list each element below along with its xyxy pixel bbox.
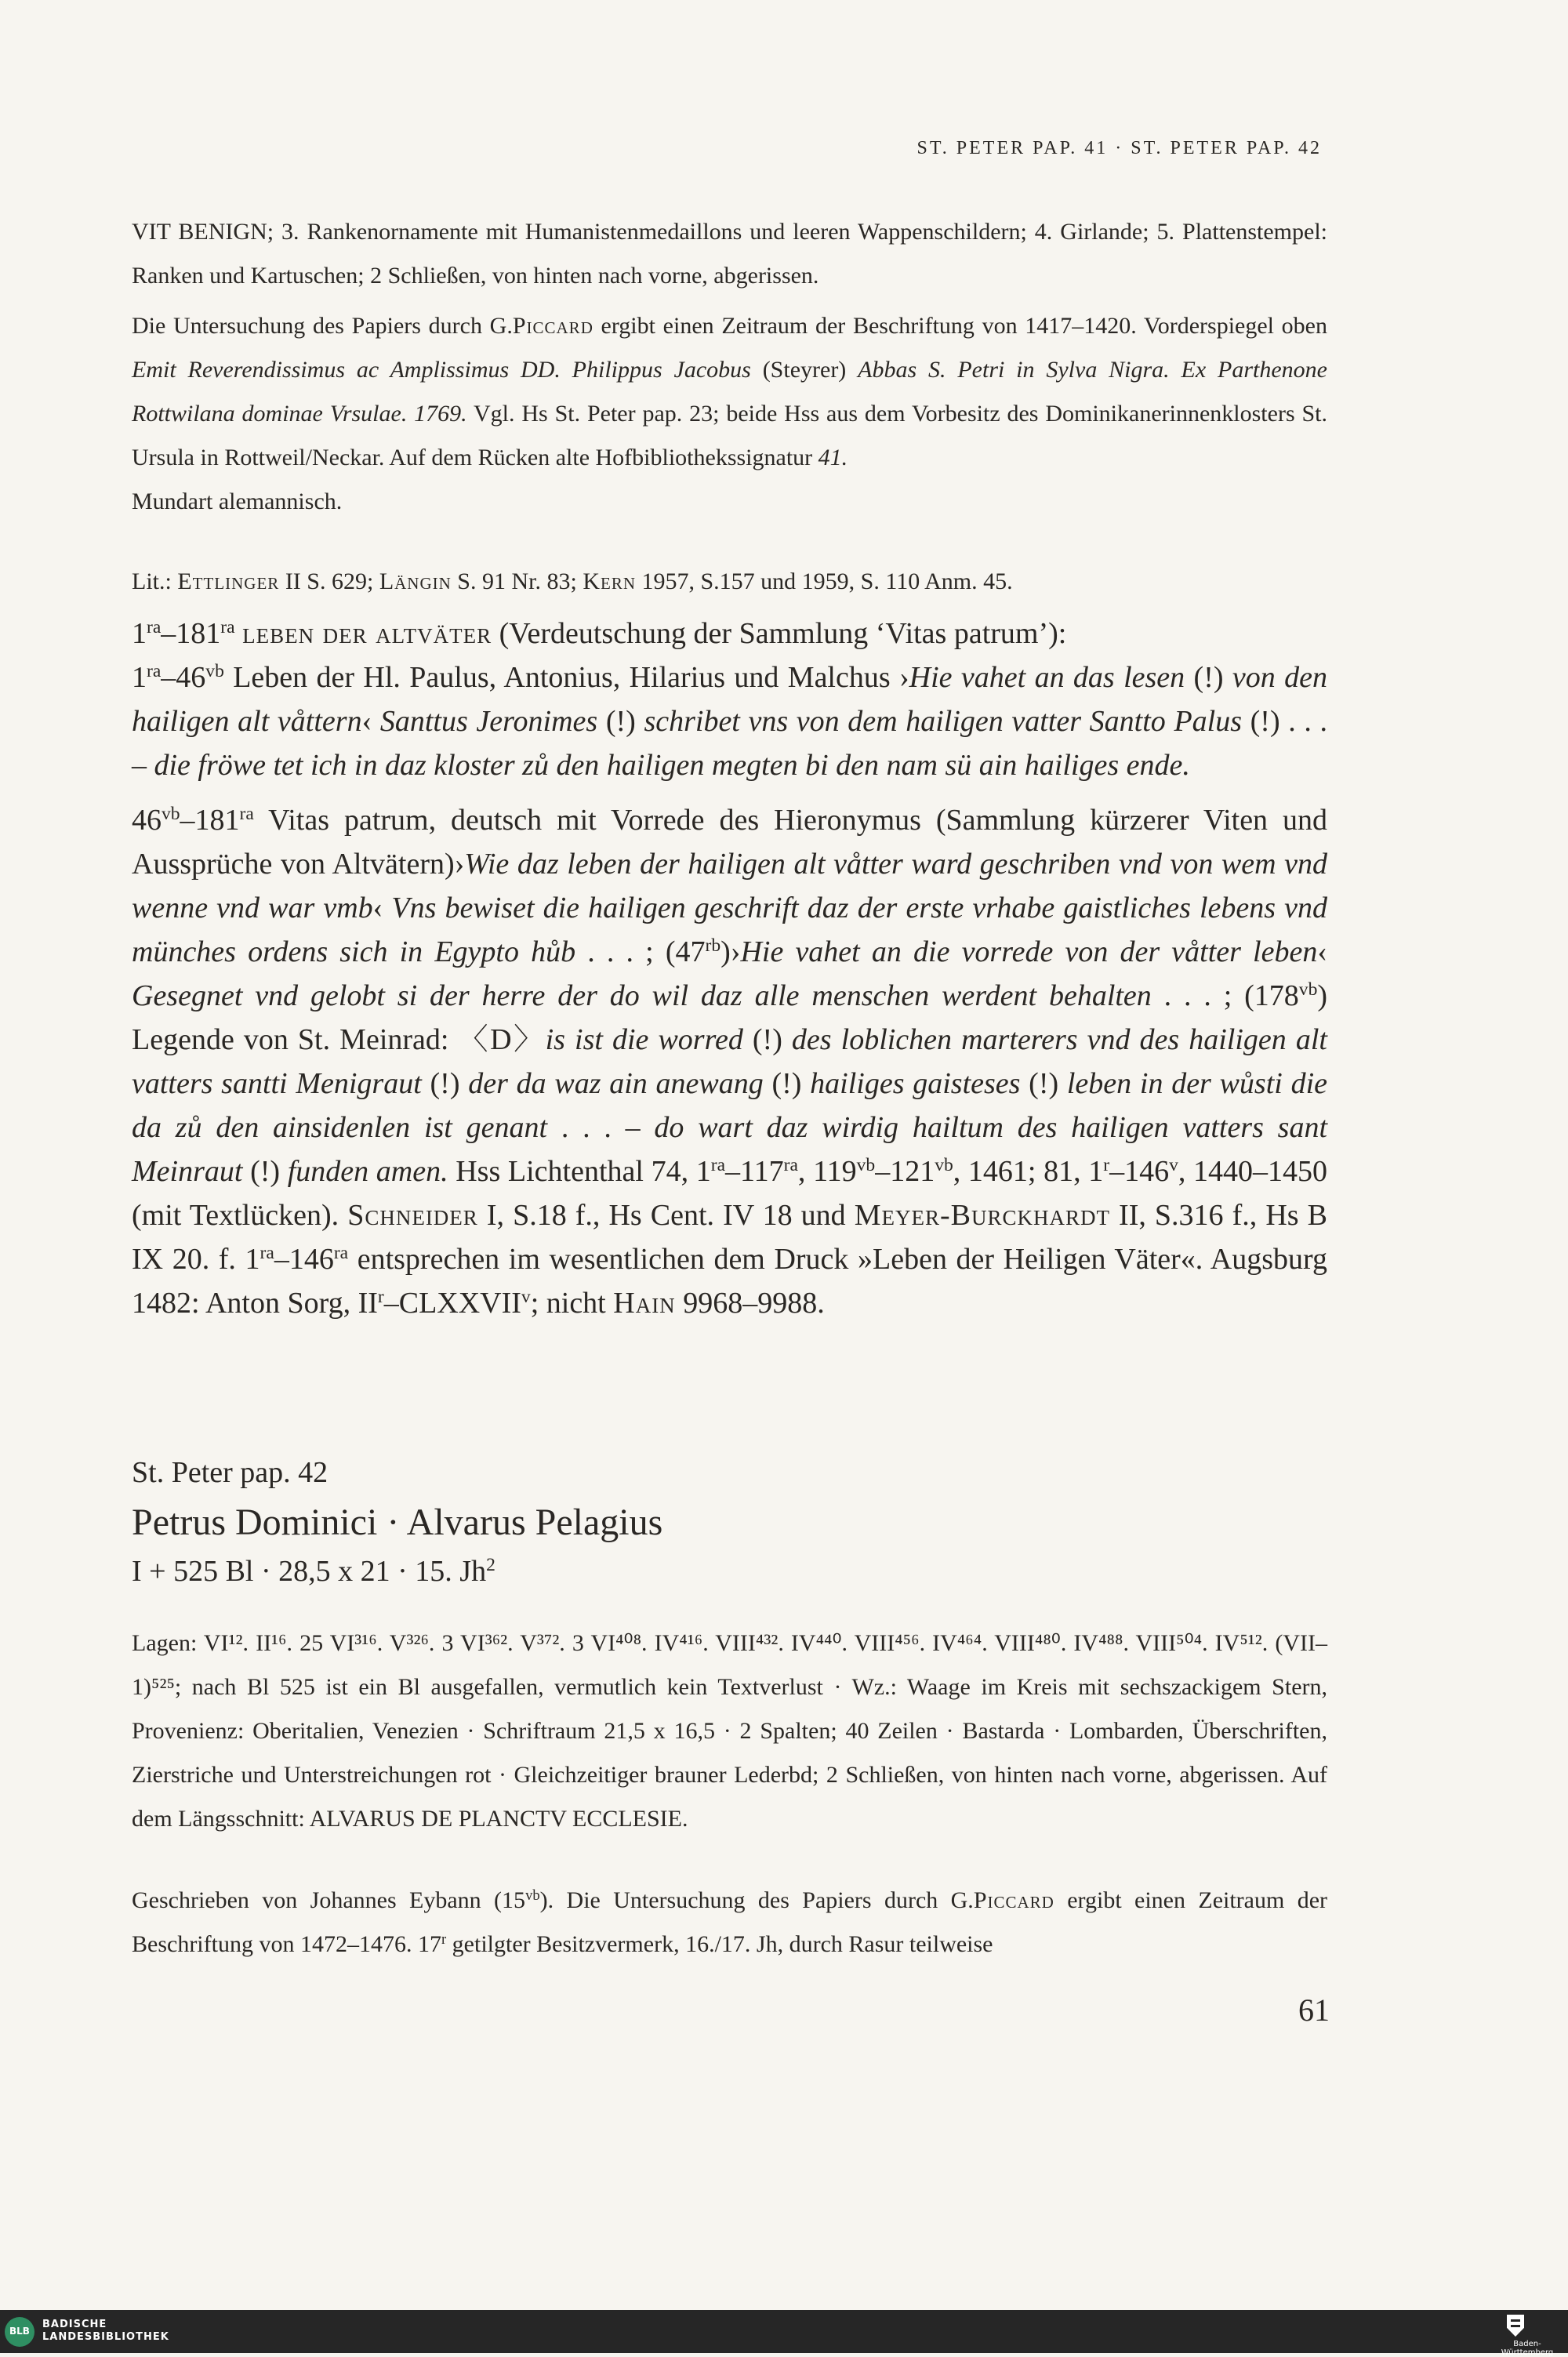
entry-header [132,1451,1327,1593]
contents-section [132,612,1327,1325]
work-heading: leben der altväter [242,617,492,650]
page-number: 61 [1298,1992,1330,2028]
state-name: Baden-Württemberg [1501,2340,1554,2357]
literature-line: Lit.: Ettlinger II S. 629; Längin S. 91 Nr. 83; Kern 1957, S.157 und 1959, S. 110 Anm. 45. [132,568,1013,594]
quire-description [132,1622,1327,1841]
binding-text: VIT BENIGN; 3. Rankenornamente mit Humanistenmedaillons und leeren Wappenschildern; 4. Girlande; 5. Plattenstempel: Ranken und Kartuschen; 2 Schließen, von hinten nach vorne, abgerissen. [132,219,1327,289]
quire-text: Lagen: VI¹². II¹⁶. 25 VI³¹⁶. V³²⁶. 3 VI³⁶². V³⁷². 3 VI⁴⁰⁸. IV⁴¹⁶. VIII⁴³². IV⁴⁴⁰. VIII⁴⁵⁶. IV⁴⁶⁴. VIII⁴⁸⁰. IV⁴⁸⁸. VIII⁵⁰⁴. IV⁵¹². (VII–1)⁵²⁵; nach Bl 525 ist ein Bl ausgefallen, vermutlich kein Textverlust · Wz.: Waage im Kreis mit sechszackigem Stern, Provenienz: Oberitalien, Venezien · Schriftraum 21,5 x 16,5 · 2 Spalten; 40 Zeilen · Bastarda · Lombarden, Überschriften, Zierstriche und Unterstreichungen rot · Gleichzeitiger brauner Lederbd; 2 Schließen, von hinten nach vorne, abgerissen. Auf dem Längsschnitt: ALVARUS DE PLANCTV ECCLESIE. [132,1630,1327,1832]
viewer-footer-bar [0,2310,1568,2357]
scribe-paragraph: Geschrieben von Johannes Eybann $(15^{vb})$. Die Untersuchung des Papiers durch G.Piccard ergibt einen Zeitraum der Beschriftung von 1472–1476. 17$^r$ getilgter Besitzvermerk, 16./17. Jh, durch Rasur teilweise [132,1887,1328,1957]
sub-entry-1: $1^{ra}-46^{vb}$ Leben der Hl. Paulus, Antonius, Hilarius und Malchus ›Hie vahet an das lesen (!) von den hailigen alt våttern‹ Santtus Jeronimes (!) schribet vns von dem hailigen vatter Santto Palus (!) . . . – die fröwe tet ich in daz kloster zů den hailigen megten bi den nam sü ain hailiges ende. [132,661,1328,782]
physical-description: I + 525 Bl · 28,5 x 21 · 15. Jh$^2$ [132,1555,495,1588]
provenance-paragraph [132,304,1327,524]
binding-description [132,210,1327,298]
library-name: BADISCHE LANDESBIBLIOTHEK [42,2319,169,2343]
sub-entry-2: $46^{vb}-181^{ra}$ Vitas patrum, deutsch mit Vorrede des Hieronymus (Sammlung kürzerer Viten und Aussprüche von Altvätern)›Wie daz leben der hailigen alt våtter ward geschriben vnd von wem vnd wenne vnd war vmb‹ Vns bewiset die hailigen geschrift daz der erste vrhabe gaistliches lebens vnd münches ordens sich in Egypto hůb . . . ; $(47^{rb})›Hie$ vahet an die vorrede von der våtter leben‹ Gesegnet vnd gelobt si der herre der do wil daz alle menschen werdent behalten . . . ; $(178^{vb})$ Legende von St. Meinrad: 〈D〉is ist die worred (!) des loblichen marterers vnd des hailigen alt vatters santti Menigraut (!) der da waz ain anewang (!) hailiges gaisteses (!) leben in der wůsti die da zů den ainsidenlen ist genant . . . – do wart daz wirdig hailtum des hailigen vatters sant Meinraut (!) funden amen. Hss Lichtenthal 74, $1^{ra}-117^{ra}$, $119^{vb}-121^{vb}$, 1461; 81, 1$^r$–146$^v$, 1440–1450 (mit Textlücken). Schneider I, S.18 f., Hs Cent. IV 18 und Meyer-Burckhardt II, S.316 f., Hs B IX 20. f. $1^{ra}-146^{ra}$ entsprechen im wesentlichen dem Druck »Leben der Heiligen Väter«. Augsburg 1482: Anton Sorg, $II^r-CLXXVII^v$; nicht Hain 9968–9988. [132,804,1328,1320]
entry-title: Petrus Dominici · Alvarus Pelagius [132,1502,663,1543]
author-piccard: Piccard [512,313,593,339]
library-logo-icon[interactable]: BLB [5,2317,34,2347]
provenance-text: Die Untersuchung des Papiers durch G.Piccard ergibt einen Zeitraum der Beschriftung von 1417–1420. Vorderspiegel oben Emit Reverendissimus ac Amplissimus DD. Philippus Jacobus (Steyrer) Abbas S. Petri in Sylva Nigra. Ex Parthenone Rottwilana dominae Vrsulae. 1769. Vgl. Hs St. Peter pap. 23; beide Hss aus dem Vorbesitz des Dominikanerinnenklosters St. Ursula in Rottweil/Neckar. Auf dem Rücken alte Hofbibliothekssignatur 41. [132,313,1328,470]
dialect-note: Mundart alemannisch. [132,488,343,514]
main-entry: $1^{ra}-181^{ra}$ leben der altväter (Verdeutschung der Sammlung ‘Vitas patrum’): [132,617,1067,650]
state-crest-icon [1507,2315,1524,2337]
running-head: ST. PETER PAP. 41 · ST. PETER PAP. 42 [916,138,1322,158]
shelfmark: St. Peter pap. 42 [132,1456,328,1489]
